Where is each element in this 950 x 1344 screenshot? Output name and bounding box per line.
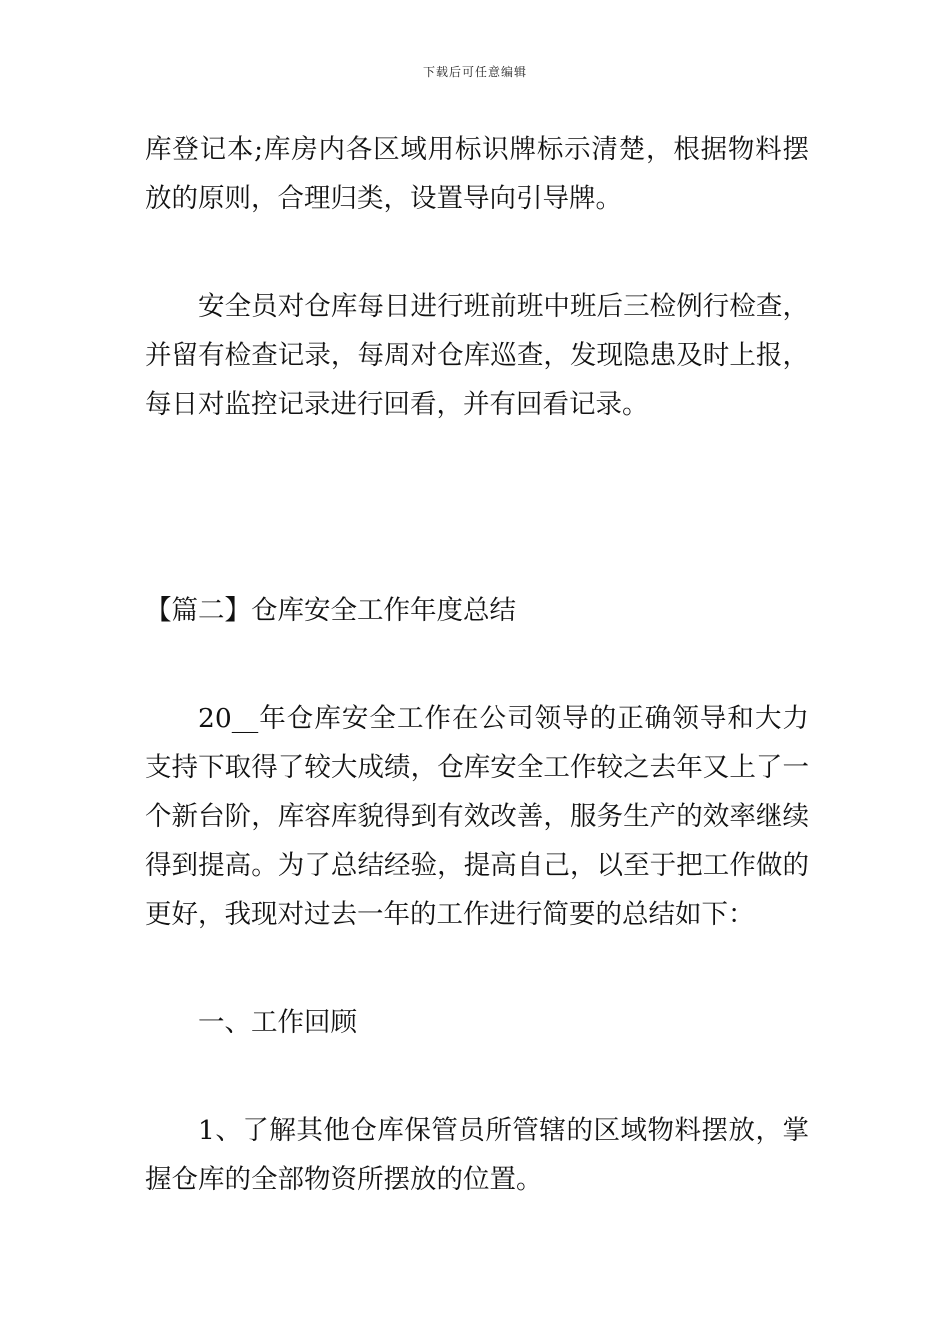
paragraph-safety-inspection: 安全员对仓库每日进行班前班中班后三检例行检查，并留有检查记录，每周对仓库巡查，发现隐患及时上报，每日对监控记录进行回看，并有回看记录。: [145, 291, 809, 420]
page-header: 下载后可任意编辑: [422, 65, 527, 79]
subheading-work-review: 一、工作回顾: [198, 1007, 357, 1038]
paragraph-continuation: 库登记本;库房内各区域用标识牌标示清楚，根据物料摆放的原则，合理归类，设置导向引导牌。: [145, 134, 809, 214]
paragraph-annual-intro: 20__年仓库安全工作在公司领导的正确领导和大力支持下取得了较大成绩，仓库安全工作较之去年又上了一个新台阶，库容库貌得到有效改善，服务生产的效率继续得到提高。为了总结经验，提高自己，以至于把工作做的更好，我现对过去一年的工作进行简要的总结如下：: [145, 703, 809, 930]
paragraph-item-1: 1、了解其他仓库保管员所管辖的区域物料摆放，掌握仓库的全部物资所摆放的位置。: [145, 1115, 809, 1195]
document-body: [145, 125, 809, 1204]
section-title: 【篇二】仓库安全工作年度总结: [145, 595, 516, 626]
